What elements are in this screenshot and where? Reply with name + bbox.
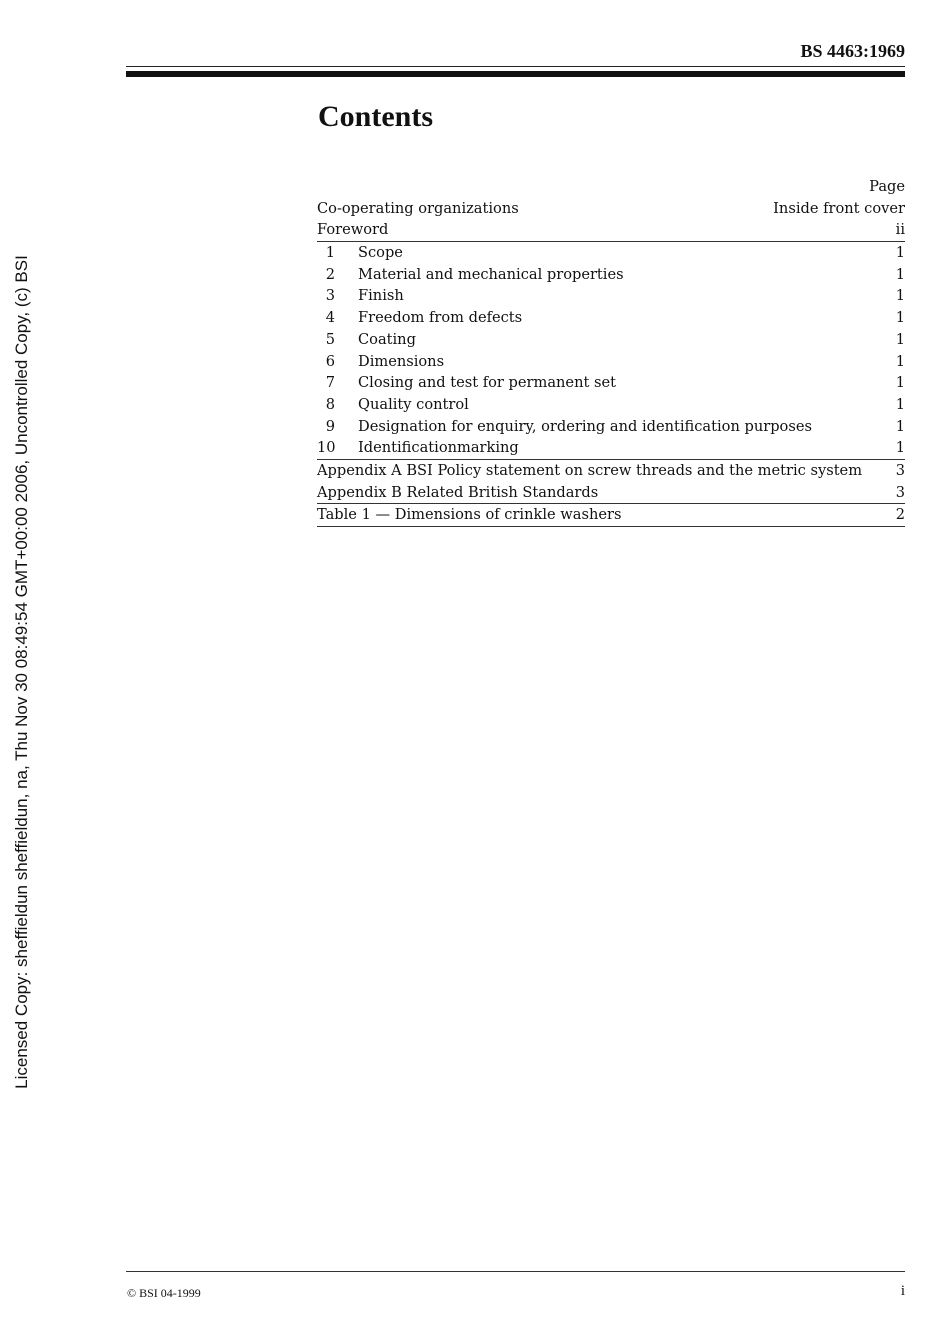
- section-page: 1: [895, 395, 905, 413]
- section-label: Designation for enquiry, ordering and identification purposes: [358, 417, 812, 435]
- toc-entry-foreword[interactable]: [317, 219, 905, 242]
- toc-section-8[interactable]: [317, 394, 905, 416]
- toc-section-5[interactable]: [317, 329, 905, 351]
- section-label: Material and mechanical properties: [358, 265, 624, 283]
- toc-appendix-a[interactable]: [317, 460, 905, 482]
- section-page: 1: [895, 374, 905, 392]
- toc-entry-page: ii: [895, 221, 905, 239]
- page-column-header: Page: [869, 178, 905, 195]
- header-rule-thin: [126, 66, 905, 67]
- toc-section-6[interactable]: [317, 351, 905, 373]
- toc-section-4[interactable]: [317, 307, 905, 329]
- toc-section-10[interactable]: [317, 437, 905, 460]
- section-label: Identificationmarking: [358, 439, 519, 457]
- section-label: Finish: [358, 287, 404, 305]
- license-watermark: Licensed Copy: sheffieldun sheffieldun, na, Thu Nov 30 08:49:54 GMT+00:00 2006, Uncontrolled Copy, (c) BSI: [12, 255, 31, 1089]
- appendix-label: Appendix A BSI Policy statement on screw threads and the metric system: [317, 461, 863, 479]
- table-page: 2: [895, 506, 905, 524]
- section-number: 5: [325, 330, 335, 348]
- section-number: 9: [325, 417, 335, 435]
- toc-section-3[interactable]: [317, 285, 905, 307]
- toc-entry-cooperating[interactable]: [317, 198, 905, 220]
- toc-table-1[interactable]: [317, 504, 905, 527]
- toc-entry-label: Foreword: [317, 221, 389, 239]
- section-page: 1: [895, 417, 905, 435]
- section-label: Freedom from defects: [358, 309, 523, 327]
- toc-page-header-row: [317, 176, 905, 198]
- appendix-page: 3: [895, 461, 905, 479]
- section-page: 1: [895, 330, 905, 348]
- footer-rule: [126, 1271, 905, 1272]
- toc-entry-page: Inside front cover: [773, 199, 905, 217]
- page-number: i: [900, 1283, 905, 1299]
- toc-section-2[interactable]: [317, 264, 905, 286]
- section-label: Closing and test for permanent set: [358, 374, 616, 392]
- section-number: 4: [325, 309, 335, 327]
- section-page: 1: [895, 439, 905, 457]
- section-page: 1: [895, 244, 905, 262]
- section-page: 1: [895, 309, 905, 327]
- table-of-contents: [317, 176, 905, 527]
- appendix-label: Appendix B Related British Standards: [317, 483, 599, 501]
- section-page: 1: [895, 265, 905, 283]
- section-label: Quality control: [358, 395, 469, 413]
- section-number: 8: [325, 395, 335, 413]
- section-label: Scope: [358, 244, 403, 262]
- header-rule-thick: [126, 71, 905, 77]
- section-label: Dimensions: [358, 352, 445, 370]
- appendix-page: 3: [895, 483, 905, 501]
- section-number: 3: [325, 287, 335, 305]
- section-number: 7: [325, 374, 335, 392]
- toc-appendix-b[interactable]: [317, 482, 905, 505]
- section-number: 6: [325, 352, 335, 370]
- table-label: Table 1 — Dimensions of crinkle washers: [317, 506, 622, 524]
- section-label: Coating: [358, 330, 416, 348]
- section-number: 1: [325, 244, 335, 262]
- page-title: Contents: [318, 100, 434, 133]
- section-page: 1: [895, 287, 905, 305]
- section-page: 1: [895, 352, 905, 370]
- toc-section-1[interactable]: [317, 242, 905, 264]
- section-number: 2: [325, 265, 335, 283]
- toc-section-9[interactable]: [317, 416, 905, 438]
- toc-section-7[interactable]: [317, 372, 905, 394]
- document-id: BS 4463:1969: [800, 41, 905, 61]
- copyright-notice: © BSI 04-1999: [127, 1286, 201, 1300]
- toc-entry-label: Co-operating organizations: [317, 199, 519, 217]
- section-number: 10: [317, 439, 336, 457]
